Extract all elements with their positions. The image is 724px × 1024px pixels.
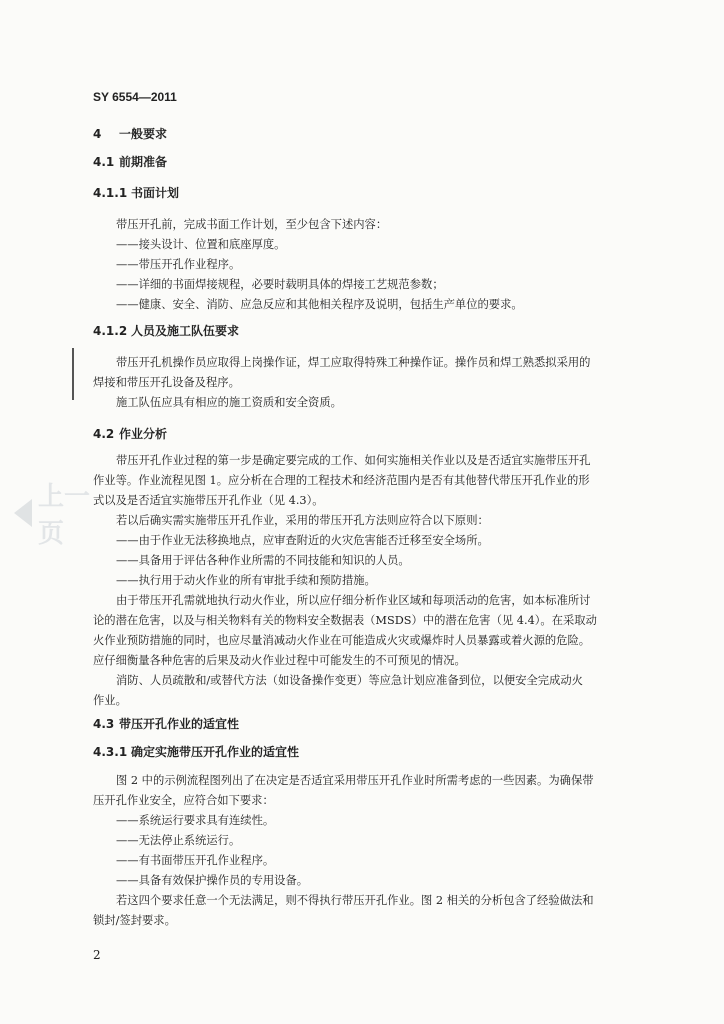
section-number: 4	[93, 127, 102, 141]
section-4-heading	[93, 125, 167, 142]
paragraph-line: 火作业预防措施的同时，也应尽量消减动火作业在可能造成火灾或爆炸时人员暴露或着火源的危险。	[93, 634, 591, 647]
section-title: 作业分析	[119, 427, 168, 441]
section-4-1-2-heading	[93, 322, 239, 339]
section-4-1-heading	[93, 153, 167, 170]
paragraph-line: 作业。	[93, 694, 127, 707]
section-title: 确定实施带压开孔作业的适宜性	[131, 745, 300, 759]
section-4-3-1-heading	[93, 743, 299, 760]
paragraph-line: 应仔细衡量各种危害的后果及动火作业过程中可能发生的不可预见的情况。	[93, 654, 466, 667]
section-title: 书面计划	[131, 186, 180, 200]
section-number: 4.1.2	[93, 324, 128, 338]
paragraph-line: 作业等。作业流程见图 1。应分析在合理的工程技术和经济范围内是否有其他替代带压开孔作业的形	[93, 474, 590, 487]
paragraph-line: 带压开孔机操作员应取得上岗操作证，焊工应取得特殊工种操作证。操作员和焊工熟悉拟采用的	[116, 356, 591, 369]
section-number: 4.3	[93, 717, 115, 731]
section-4-1-1-heading	[93, 184, 179, 201]
section-4-2-body	[93, 451, 645, 711]
paragraph: 若以后确实需实施带压开孔作业，采用的带压开孔方法则应符合以下原则：	[116, 514, 489, 527]
paragraph-line: 压开孔作业安全，应符合如下要求：	[93, 794, 274, 807]
paragraph-line: 由于带压开孔需就地执行动火作业，所以应仔细分析作业区域和每项活动的危害，如本标准所讨	[116, 594, 591, 607]
section-title: 前期准备	[119, 155, 168, 169]
section-4-1-2-body	[93, 353, 645, 413]
list-item: ——接头设计、位置和底座厚度。	[116, 238, 286, 251]
paragraph: 带压开孔前，完成书面工作计划，至少包含下述内容：	[116, 218, 388, 231]
list-item: ——具备用于评估各种作业所需的不同技能和知识的人员。	[116, 554, 410, 567]
paragraph-line: 消防、人员疏散和/或替代方法（如设备操作变更）等应急计划应准备到位，以便安全完成动火	[116, 674, 583, 687]
section-number: 4.2	[93, 427, 115, 441]
section-title: 带压开孔作业的适宜性	[119, 717, 240, 731]
list-item: ——具备有效保护操作员的专用设备。	[116, 874, 309, 887]
section-title: 人员及施工队伍要求	[131, 324, 240, 338]
revision-bar	[72, 348, 74, 400]
list-item: ——有书面带压开孔作业程序。	[116, 854, 275, 867]
previous-page-label: 上一页	[38, 482, 91, 549]
paragraph-line: 若这四个要求任意一个无法满足，则不得执行带压开孔作业。图 2 相关的分析包含了经验做法和	[116, 894, 594, 907]
paragraph-line: 焊接和带压开孔设备及程序。	[93, 376, 240, 389]
list-item: ——执行用于动火作业的所有审批手续和预防措施。	[116, 574, 376, 587]
paragraph-line: 论的潜在危害，以及与相关物料有关的物料安全数据表（MSDS）中的潜在危害（见 4.4）。在采取动	[93, 614, 597, 627]
section-4-1-1-body	[93, 215, 645, 315]
list-item: ——带压开孔作业程序。	[116, 258, 241, 271]
list-item: ——由于作业无法移换地点，应审查附近的火灾危害能否迁移至安全场所。	[116, 534, 489, 547]
section-number: 4.3.1	[93, 745, 128, 759]
list-item: ——健康、安全、消防、应急反应和其他相关程序及说明，包括生产单位的要求。	[116, 298, 523, 311]
section-4-3-1-body	[93, 771, 645, 931]
paragraph: 施工队伍应具有相应的施工资质和安全资质。	[116, 396, 342, 409]
paragraph-line: 带压开孔作业过程的第一步是确定要完成的工作、如何实施相关作业以及是否适宜实施带压开孔	[116, 454, 591, 467]
standard-number: SY 6554—2011	[93, 90, 177, 104]
paragraph-line: 锁封/签封要求。	[93, 914, 176, 927]
chevron-left-icon	[14, 499, 32, 527]
section-number: 4.1.1	[93, 186, 128, 200]
previous-page-watermark[interactable]	[14, 482, 112, 549]
paragraph-line: 式以及是否适宜实施带压开孔作业（见 4.3）。	[93, 494, 324, 507]
section-title: 一般要求	[119, 127, 168, 141]
paragraph-line: 图 2 中的示例流程图列出了在决定是否适宜采用带压开孔作业时所需考虑的一些因素。为确保带	[116, 774, 594, 787]
list-item: ——详细的书面焊接规程，必要时载明具体的焊接工艺规范参数；	[116, 278, 444, 291]
section-4-2-heading	[93, 425, 167, 442]
page-number: 2	[93, 948, 101, 962]
section-number: 4.1	[93, 155, 115, 169]
list-item: ——无法停止系统运行。	[116, 834, 241, 847]
section-4-3-heading	[93, 715, 239, 732]
list-item: ——系统运行要求具有连续性。	[116, 814, 275, 827]
